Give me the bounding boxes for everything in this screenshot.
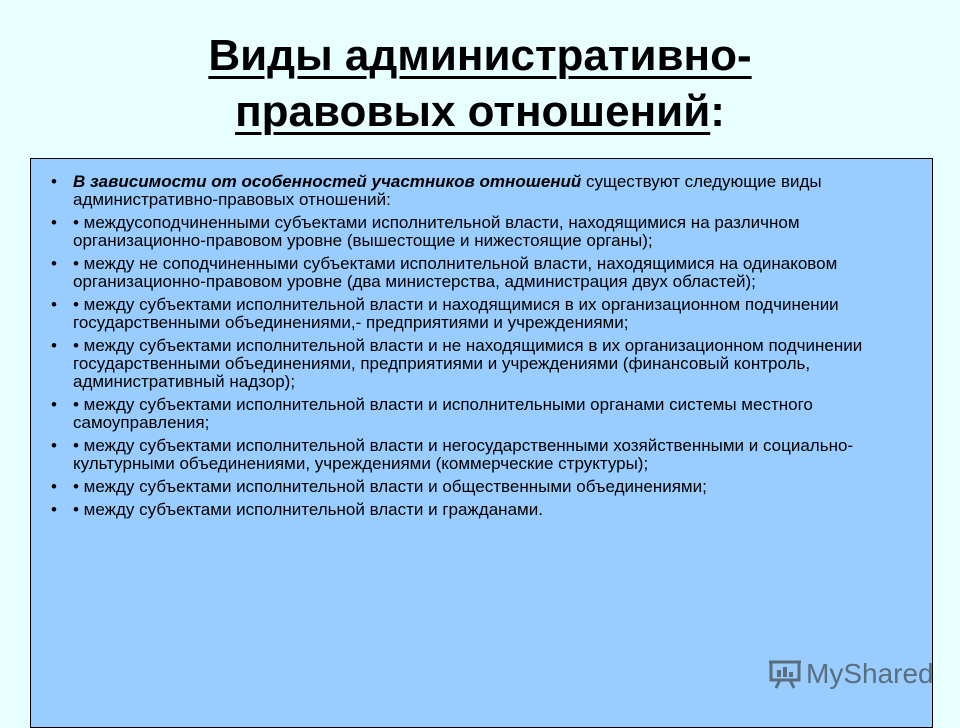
- title-line-2: правовых отношений: [235, 87, 711, 136]
- content-panel: [30, 158, 933, 728]
- presentation-board-icon: [768, 659, 802, 689]
- list-item: [31, 501, 922, 519]
- slide-title: [0, 28, 960, 140]
- list-item: [31, 337, 922, 391]
- bullet: •: [51, 395, 57, 414]
- list-item-text: • между субъектами исполнительной власти и общественными объединениями;: [73, 477, 707, 496]
- list-item: [31, 478, 922, 496]
- list-item-text: • между не соподчиненными субъектами исполнительной власти, находящимися на одинаковом организационно-правовом уровне (два министерства, администрация двух областей);: [73, 254, 838, 291]
- bullet: •: [51, 336, 57, 355]
- intro-emphasis: В зависимости от особенностей участников отношений: [73, 172, 582, 191]
- bullet: •: [51, 254, 57, 273]
- watermark-logo: [768, 658, 934, 690]
- list-item-intro: [31, 173, 922, 209]
- bullet: •: [51, 172, 57, 191]
- list-item-text: • между субъектами исполнительной власти и исполнительными органами системы местного самоуправления;: [73, 395, 813, 432]
- bullet: •: [51, 436, 57, 455]
- bullet: •: [51, 295, 57, 314]
- title-line-1: Виды административно-: [208, 31, 752, 80]
- intro-text: существуют следующие виды административно-правовых отношений:: [73, 172, 822, 209]
- list-item-text: • между субъектами исполнительной власти и находящимися в их организационном подчинении государственными объединениями,- предприятиями и учреждениями;: [73, 295, 839, 332]
- title-colon: :: [710, 87, 725, 136]
- list-item: [31, 255, 922, 291]
- list-item-text: • между субъектами исполнительной власти и гражданами.: [73, 500, 543, 519]
- list-item: [31, 437, 922, 473]
- bullet: •: [51, 213, 57, 232]
- list-item: [31, 396, 922, 432]
- list-item-text: • между субъектами исполнительной власти и негосударственными хозяйственными и социально-культурными объединениями, учреждениями (коммерческие структуры);: [73, 436, 854, 473]
- list-item: [31, 296, 922, 332]
- bullet: •: [51, 500, 57, 519]
- list-item-text: • междусоподчиненными субъектами исполнительной власти, находящимися на различном организационно-правовом уровне (вышестощие и нижестоящие органы);: [73, 213, 800, 250]
- watermark-brand: MyShared: [806, 658, 934, 689]
- list-item-text: • между субъектами исполнительной власти и не находящимися в их организационном подчинении государственными объединениями, предприятиями и учреждениями (финансовый контроль, административный надзор);: [73, 336, 863, 391]
- list-item: [31, 214, 922, 250]
- bullet: •: [51, 477, 57, 496]
- relations-list: [31, 159, 932, 519]
